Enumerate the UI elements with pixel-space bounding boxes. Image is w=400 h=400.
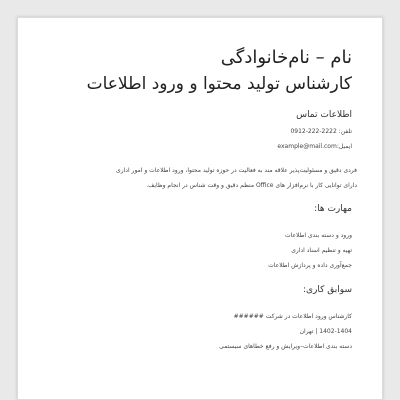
- resume-name: نام – نام‌خانوادگی: [220, 47, 352, 68]
- summary-section: [48, 163, 357, 193]
- summary-line-1: فردی دقیق و مسئولیت‌پذیر علاقه مند به فعالیت در حوزه تولید محتوا، ورود اطلاعات و امور اداری: [116, 167, 357, 174]
- phone-line: [48, 124, 352, 139]
- resume-job-title: کارشناس تولید محتوا و ورود اطلاعات: [86, 74, 352, 94]
- contact-heading: اطلاعات تماس: [296, 110, 352, 120]
- skills-list: [48, 228, 352, 273]
- email-value: example@mail.com: [277, 143, 337, 150]
- experience-section: [48, 285, 352, 354]
- skills-heading: مهارت ها:: [314, 204, 352, 214]
- experience-heading: سوابق کاری:: [302, 285, 352, 295]
- phone-value: 0912-222-2222: [290, 128, 337, 135]
- email-line: [48, 139, 352, 154]
- experience-role: کارشناس ورود اطلاعات در شرکت ######: [233, 313, 352, 320]
- skills-section: [48, 204, 352, 273]
- skill-item: تهیه و تنظیم اسناد اداری: [291, 247, 352, 254]
- email-label: ایمیل:: [336, 143, 352, 150]
- experience-dates-location: 1402-1404 | تهران: [299, 328, 352, 335]
- contact-section: [48, 110, 352, 154]
- experience-duty: دسته بندی اطلاعات–ویرایش و رفع خطاهای سیستمی: [219, 343, 352, 350]
- skill-item: جمع‌آوری داده و پردازش اطلاعات: [268, 262, 352, 269]
- resume-content: [48, 46, 357, 354]
- phone-label: تلفن:: [338, 128, 352, 135]
- experience-entry: [48, 309, 352, 354]
- skill-item: ورود و دسته بندی اطلاعات: [284, 232, 352, 239]
- resume-page: [17, 17, 383, 400]
- summary-line-2: دارای توانایی کار با نرم‌افزار های Office منظم دقیق و وقت شناس در انجام وظایف.: [146, 182, 357, 189]
